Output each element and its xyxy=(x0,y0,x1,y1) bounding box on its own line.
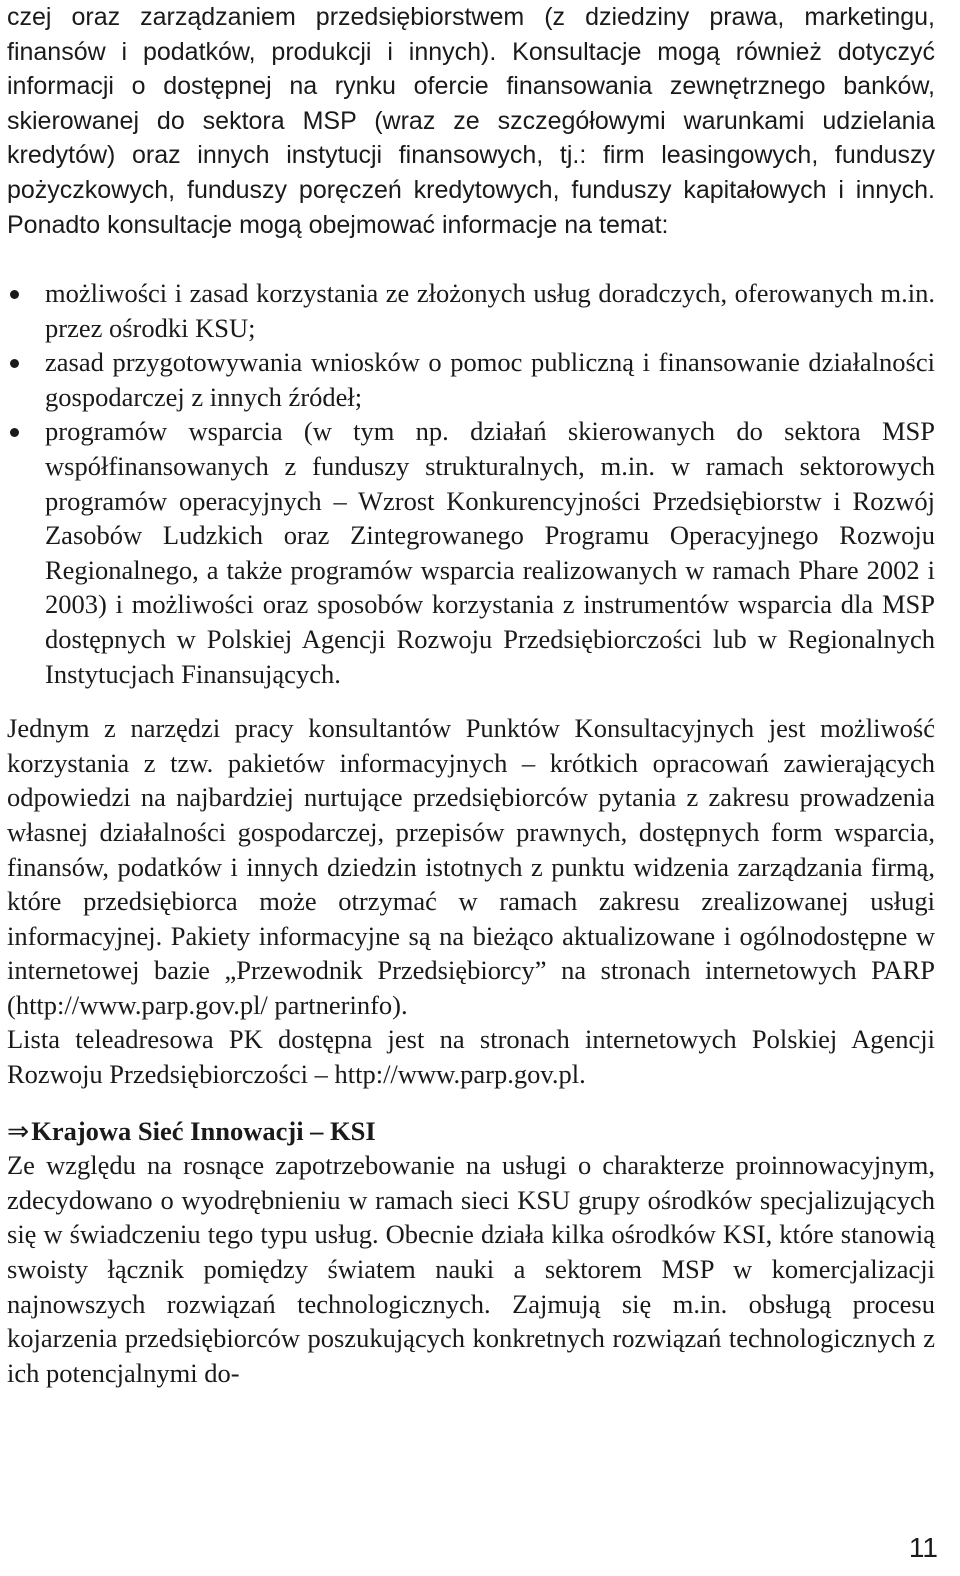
list-item-text: zasad przygotowywania wniosków o pomoc publiczną i finansowanie działalności gospodarczej z innych źródeł; xyxy=(45,347,935,412)
main-block xyxy=(7,276,935,1390)
bullet-icon xyxy=(10,290,19,299)
spacer xyxy=(7,691,935,711)
list-item xyxy=(7,345,935,414)
bullet-icon xyxy=(10,428,19,437)
tools-paragraph: Jednym z narzędzi pracy konsultantów Punktów Konsultacyjnych jest możliwość korzystania z tzw. pakietów informacyjnych – krótkich opracowań zawierających odpowiedzi na najbardziej nurtujące przedsiębiorców pytania z zakresu prowadzenia własnej działalności gospodarczej, przepisów prawnych, dostępnych form wsparcia, finansów, podatków i innych dziedzin istotnych z punktu widzenia zarządzania firmą, które przedsiębiorca może otrzymać w ramach zakresu zrealizowanej usługi informacyjnej. Pakiety informacyjne są na bieżąco aktualizowane i ogólnodostępne w internetowej bazie „Przewodnik Przedsiębiorcy” na stronach internetowych PARP (http://www.parp.gov.pl/ partnerinfo). xyxy=(7,713,935,1020)
topics-list xyxy=(7,276,935,691)
page-number: 11 xyxy=(908,1532,938,1563)
section-heading xyxy=(7,1114,935,1149)
double-arrow-right-icon: ⇒ xyxy=(7,1115,30,1146)
section-body: Ze względu na rosnące zapotrzebowanie na usługi o charakterze proinnowacyjnym, zdecydowano o wyodrębnieniu w ramach sieci KSU grupy ośrodków specjalizujących się w świadczeniu tego typu usług. Obecnie działa kilka ośrodków KSI, które stanowią swoisty łącznik pomiędzy światem nauki a sektorem MSP w komercjalizacji najnowszych rozwiązań technologicznych. Zajmują się m.in. obsługą procesu kojarzenia przedsiębiorców poszukujących konkretnych rozwiązań technologicznych z ich potencjalnymi do- xyxy=(7,1150,935,1388)
list-item-text: możliwości i zasad korzystania ze złożonych usług doradczych, oferowanych m.in. przez ośrodki KSU; xyxy=(45,278,935,343)
list-item xyxy=(7,414,935,691)
intro-block xyxy=(7,0,935,242)
intro-paragraph: czej oraz zarządzaniem przedsiębiorstwem (z dziedziny prawa, marketingu, finansów i podatków, produkcji i innych). Konsultacje mogą również dotyczyć informacji o dostępnej na rynku ofercie finansowania zewnętrznego banków, skierowanej do sektora MSP (wraz ze szczegółowymi warunkami udzielania kredytów) oraz innych instytucji finansowych, tj.: firm leasingowych, funduszy pożyczkowych, funduszy poręczeń kredytowych, funduszy kapitałowych i innych. Ponadto konsultacje mogą obejmować informacje na temat: xyxy=(7,3,935,239)
list-item xyxy=(7,276,935,345)
section-heading-text: Krajowa Sieć Innowacji – KSI xyxy=(31,1115,376,1146)
bullet-icon xyxy=(10,359,19,368)
contact-list-paragraph: Lista teleadresowa PK dostępna jest na stronach internetowych Polskiej Agencji Rozwoju Przedsiębiorczości – http://www.parp.gov.pl. xyxy=(7,1024,935,1090)
spacer xyxy=(7,1092,935,1114)
list-item-text: programów wsparcia (w tym np. działań skierowanych do sektora MSP współfinansowanych z funduszy strukturalnych, m.in. w ramach sektorowych programów operacyjnych – Wzrost Konkurencyjności Przedsiębiorstw i Rozwój Zasobów Ludzkich oraz Zintegrowanego Programu Operacyjnego Rozwoju Regionalnego, a także programów wsparcia realizowanych w ramach Phare 2002 i 2003) i możliwości oraz sposobów korzystania z instrumentów wsparcia dla MSP dostępnych w Polskiej Agencji Rozwoju Przedsiębiorczości lub w Regionalnych Instytucjach Finansujących. xyxy=(45,416,935,689)
